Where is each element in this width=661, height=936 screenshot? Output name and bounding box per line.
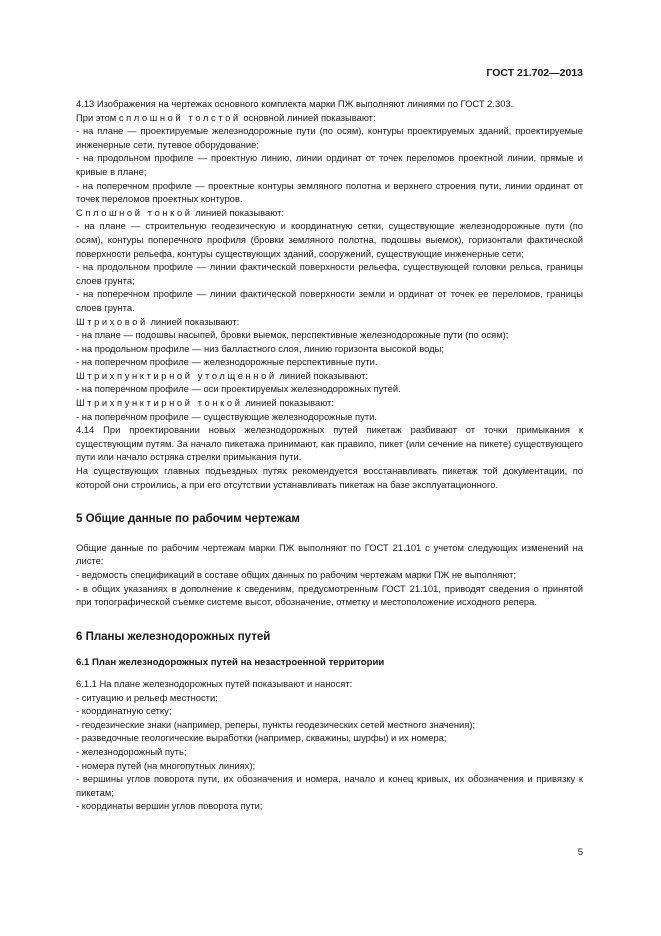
intro-text: линией показывают: bbox=[147, 315, 240, 327]
list-item: - на продольном профиле — проектную линию, линии ординат от точек переломов проектной линии, прямые и кривые в плане; bbox=[76, 152, 583, 177]
section-5-heading: 5 Общие данные по рабочим чертежам bbox=[76, 513, 300, 526]
list-item: - на поперечном профиле — линии фактической поверхности земли и ординат от точек ее переломов, границы слоев грунта. bbox=[76, 288, 583, 313]
solid-thin-intro bbox=[76, 206, 583, 220]
list-item: - на поперечном профиле — оси проектируемых железнодорожных путей. bbox=[76, 383, 401, 395]
list-item: - ситуацию и рельеф местности; bbox=[76, 691, 218, 703]
list-item: - координатную сетку; bbox=[76, 705, 172, 717]
list-item: - координаты вершин углов поворота пути; bbox=[76, 800, 263, 812]
spaced-term: сплошной толстой bbox=[118, 111, 241, 123]
list-item: - в общих указаниях в дополнение к сведениям, предусмотренным ГОСТ 21.101, приводят сведения о принятой при топографической съемке системе высот, обозначение, отметку и местоположение исходного репера. bbox=[76, 582, 583, 608]
dashdot-thin-intro bbox=[76, 396, 583, 410]
list-item: - на поперечном профиле — существующие железнодорожные пути. bbox=[76, 410, 377, 422]
paragraph-6-1-1: 6.1.1 На плане железнодорожных путей показывают и наносят: bbox=[76, 677, 353, 689]
spaced-term: Сплошной тонкой bbox=[76, 206, 193, 218]
spaced-term: Штриховой bbox=[76, 315, 148, 327]
list-item: - на плане — строительную геодезическую и координатную сетки, существующие железнодорожные пути (по осям), контуры поперечного профиля (бровки земляного полотна, подошвы выемок), горизонтали фактической поверхности рельефа, контуры существующих зданий, сооружений, существующие инженерные сети; bbox=[76, 220, 583, 259]
list-item: - ведомость спецификаций в составе общих данных по рабочим чертежам марки ПЖ не выполняют; bbox=[76, 569, 517, 580]
list-item: - вершины углов поворота пути, их обозначения и номера, начало и конец кривых, их обозначения и привязку к пикетам; bbox=[76, 773, 583, 798]
paragraph-4-14: 4.14 При проектировании новых железнодорожных путей пикетаж разбивают от точки примыкания к существующим путям. За начало пикетажа принимают, как правило, пикет (или сечение на пикете) существующего пути или начало остряка стрелки примыкания пути. bbox=[76, 424, 583, 463]
section-5-intro: Общие данные по рабочим чертежам марки ПЖ выполняют по ГОСТ 21.101 с учетом следующих изменений на листе: bbox=[76, 541, 583, 567]
list-item: - на поперечном профиле — проектные контуры земляного полотна и верхнего строения пути, линии ординат от точек переломов проектных контуров. bbox=[76, 179, 583, 205]
list-item: - геодезические знаки (например, реперы, пункты геодезических сетей местного значения); bbox=[76, 718, 476, 730]
intro-text: основной линией показывают: bbox=[240, 111, 376, 123]
list-item: - на продольном профиле — линии фактической поверхности рельефа, существующей головки рельса, границы слоев грунта; bbox=[76, 261, 583, 286]
section-6-heading: 6 Планы железнодорожных путей bbox=[76, 630, 271, 643]
spaced-term: Штрихпунктирной тонкой bbox=[76, 397, 243, 409]
subsection-6-1-heading: 6.1 План железнодорожных путей на незастроенной территории bbox=[76, 657, 385, 669]
list-item: - на продольном профиле — низ балластного слоя, линию горизонта высокой воды; bbox=[76, 342, 444, 354]
list-item: - разведочные геологические выработки (например, скважины, шурфы) и их номера; bbox=[76, 732, 447, 744]
solid-thick-intro bbox=[76, 111, 583, 125]
spaced-term: Штрихпунктирной утолщенной bbox=[76, 369, 277, 381]
paragraph-4-13: 4.13 Изображения на чертежах основного комплекта марки ПЖ выполняют линиями по ГОСТ 2.303. bbox=[76, 98, 514, 109]
dashed-intro bbox=[76, 315, 583, 329]
intro-text: линией показывают: bbox=[242, 397, 334, 409]
dashdot-thick-intro bbox=[76, 369, 583, 383]
list-item: - номера путей (на многопутных линиях); bbox=[76, 759, 256, 771]
document-code: ГОСТ 21.702—2013 bbox=[486, 67, 583, 79]
list-item: - на плане — проектируемые железнодорожные пути (по осям), контуры проектируемых зданий, проектируемые инженерные сети, путевое оборудование; bbox=[76, 125, 583, 150]
paragraph-4-14-b: На существующих главных подъездных путях рекомендуется восстанавливать пикетаж той документации, по которой они строились, а при его отсутствии устанавливать пикетаж на базе эксплуатационного. bbox=[76, 465, 583, 490]
list-item: - на плане — подошвы насыпей, бровки выемок, перспективные железнодорожные пути (по осям); bbox=[76, 329, 509, 341]
list-item: - железнодорожный путь; bbox=[76, 745, 187, 757]
intro-text: линией показывают: bbox=[276, 369, 369, 381]
intro-text: линией показывают: bbox=[192, 206, 284, 218]
list-item: - на поперечном профиле — железнодорожные перспективные пути. bbox=[76, 356, 378, 368]
intro-text: При этом bbox=[76, 111, 119, 123]
page-number: 5 bbox=[577, 847, 583, 858]
page-body bbox=[76, 97, 583, 813]
